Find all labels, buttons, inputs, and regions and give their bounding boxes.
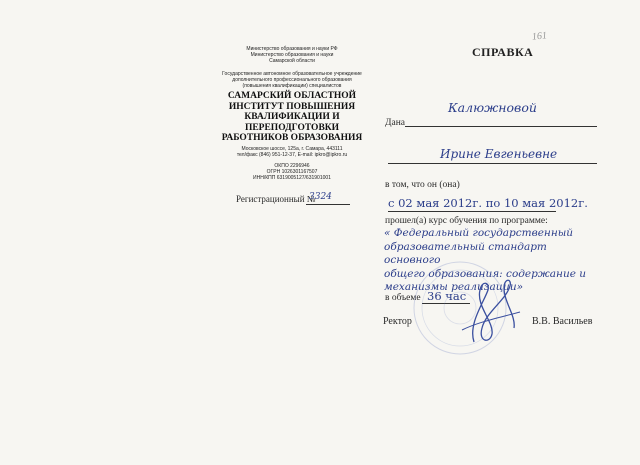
recipient-surname: Калюжновой [448, 100, 537, 115]
institution-name-line: САМАРСКИЙ ОБЛАСТНОЙ [227, 91, 357, 101]
registration-underline [306, 204, 350, 205]
registration-label: Регистрационный № [236, 194, 316, 204]
institution-name-line: ИНСТИТУТ ПОВЫШЕНИЯ [228, 101, 356, 112]
registration-number: 3324 [309, 192, 332, 202]
institution-header [222, 46, 362, 64]
codes-block [232, 163, 352, 181]
recipient-given-names: Ирине Евгеньевне [440, 147, 558, 161]
document-title: СПРАВКА [472, 45, 534, 59]
program-line: общего образования: содержание и [384, 267, 587, 280]
program-line: механизмы реализации» [384, 281, 524, 293]
that-label: в том, что он (она) [385, 180, 460, 190]
okpo-line: ОКПО 2296946 [274, 163, 310, 169]
period-underline [388, 211, 556, 212]
rector-label: Ректор [383, 316, 412, 327]
gov-line-3: (повышения квалификации) специалистов [242, 83, 342, 89]
ministry-line-2: Министерство образования и науки [250, 52, 334, 58]
course-label: прошел(а) курс обучения по программе: [385, 216, 548, 226]
name-underline [388, 163, 597, 164]
region-line: Самарской области [269, 58, 315, 64]
institution-name-line: РАБОТНИКОВ ОБРАЗОВАНИЯ [221, 133, 363, 143]
rector-signature [454, 272, 534, 350]
hours-value: 36 час [427, 289, 467, 303]
gov-status-block [212, 71, 372, 89]
program-line: образовательный стандарт основного [384, 240, 547, 266]
inn-line: ИНН/КПП 6319005127/631901001 [253, 175, 331, 181]
study-period: с 02 мая 2012г. по 10 мая 2012г. [388, 196, 588, 210]
ministry-line: Министерство образования и науки РФ [246, 46, 338, 52]
hours-label: в объеме [385, 293, 421, 303]
contacts-line: тел/факс (846) 951-12-37, E-mail: ipkro@ipkro.ru [236, 152, 348, 158]
surname-underline [405, 126, 597, 127]
gov-line-1: Государственное автономное образовательное учреждение [222, 71, 362, 77]
gov-line-2: дополнительного профессионального образования [232, 77, 352, 83]
program-line: « Федеральный государственный [384, 227, 574, 239]
address-line: Московское шоссе, 125а, г. Самара, 443111 [241, 146, 343, 152]
address-block [212, 146, 372, 158]
ogrn-line: ОГРН 1026301167507 [266, 169, 318, 175]
rector-name: В.В. Васильев [532, 316, 593, 327]
issued-label: Дана [385, 118, 405, 128]
institution-name [212, 91, 372, 144]
institution-name-line: ПЕРЕПОДГОТОВКИ [244, 122, 340, 133]
institution-name-line: КВАЛИФИКАЦИИ И [244, 112, 340, 122]
corner-mark: 161 [531, 30, 548, 43]
